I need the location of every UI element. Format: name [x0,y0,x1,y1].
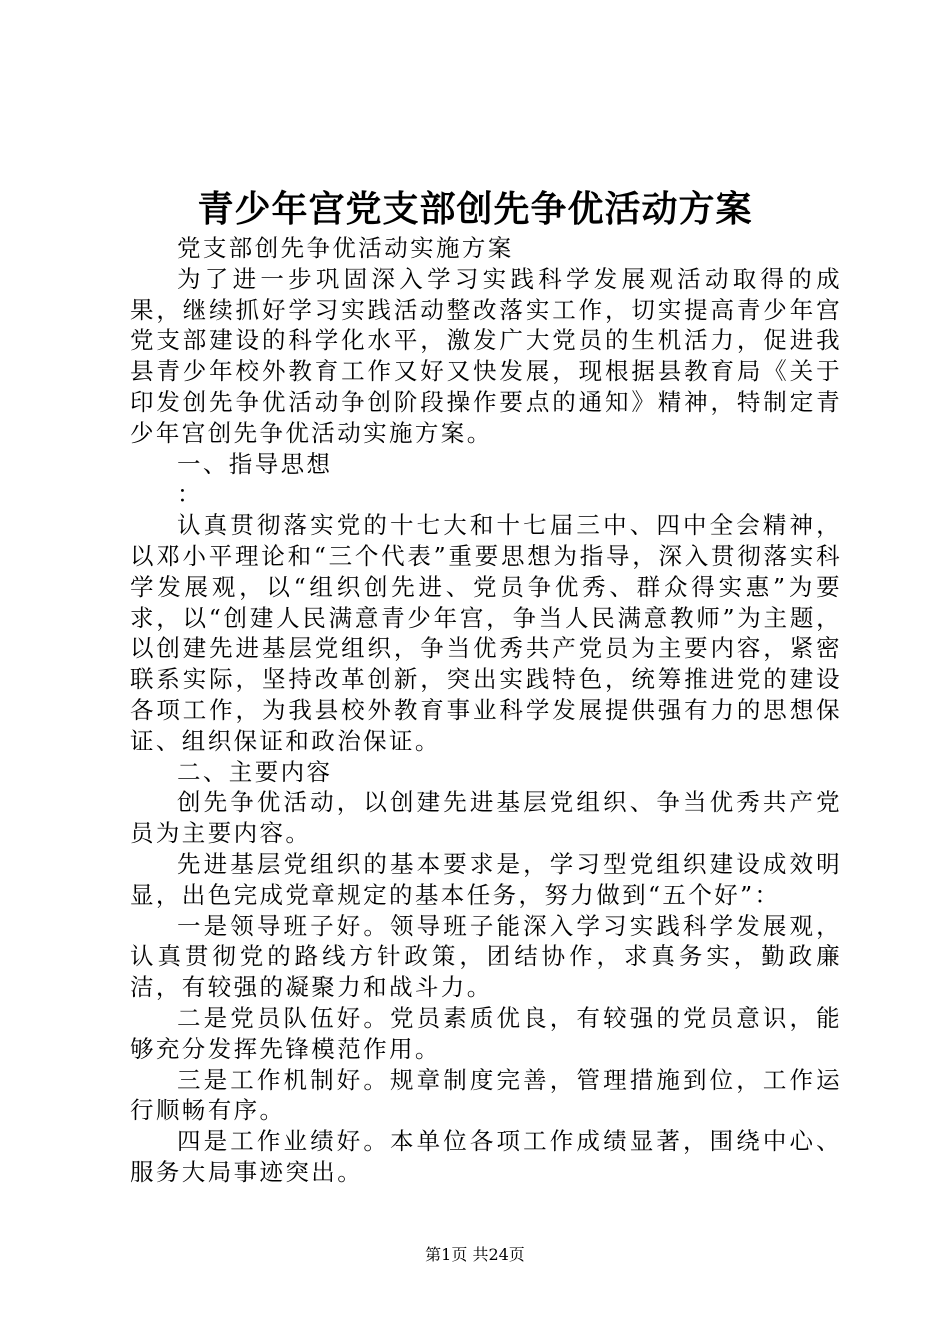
main-content-paragraph: 创先争优活动，以创建先进基层党组织、争当优秀共产党员为主要内容。 [130,788,842,848]
intro-paragraph: 为了进一步巩固深入学习实践科学发展观活动取得的成果，继续抓好学习实践活动整改落实工作，切实提高青少年宫党支部建设的科学化水平，激发广大党员的生机活力，促进我县青少年校外教育工作又好又快发展，现根据县教育局《关于印发创先争优活动争创阶段操作要点的通知》精神，特制定青少年宫创先争优活动实施方案。 [130,264,842,447]
basic-requirements-paragraph: 先进基层党组织的基本要求是，学习型党组织建设成效明显，出色完成党章规定的基本任务，努力做到“五个好”： [130,849,842,909]
colon-line: ： [177,480,203,509]
guiding-thought-paragraph: 认真贯彻落实党的十七大和十七届三中、四中全会精神，以邓小平理论和“三个代表”重要思想为指导，深入贯彻落实科学发展观，以“组织创先进、党员争优秀、群众得实惠”为要求，以“创建人民满意青少年宫，争当人民满意教师”为主题，以创建先进基层党组织，争当优秀共产党员为主要内容，紧密联系实际，坚持改革创新，突出实践特色，统筹推进党的建设各项工作，为我县校外教育事业科学发展提供强有力的思想保证、组织保证和政治保证。 [130,511,842,755]
section-heading-guiding-thought: 一、指导思想 [177,449,333,478]
section-heading-main-content: 二、主要内容 [177,757,333,786]
item-members-paragraph: 二是党员队伍好。党员素质优良，有较强的党员意识，能够充分发挥先锋模范作用。 [130,1003,842,1063]
subtitle-paragraph: 党支部创先争优活动实施方案 [177,234,514,262]
page-title: 青少年宫党支部创先争优活动方案 [197,188,753,230]
item-mechanism-paragraph: 三是工作机制好。规章制度完善，管理措施到位，工作运行顺畅有序。 [130,1065,842,1125]
document-body [130,233,842,1188]
item-leadership-paragraph: 一是领导班子好。领导班子能深入学习实践科学发展观，认真贯彻党的路线方针政策，团结协作，求真务实，勤政廉洁，有较强的凝聚力和战斗力。 [130,911,842,1002]
page-footer: 第1页 共24页 [425,1245,525,1264]
item-performance-paragraph: 四是工作业绩好。本单位各项工作成绩显著，围绕中心、服务大局事迹突出。 [130,1127,842,1186]
